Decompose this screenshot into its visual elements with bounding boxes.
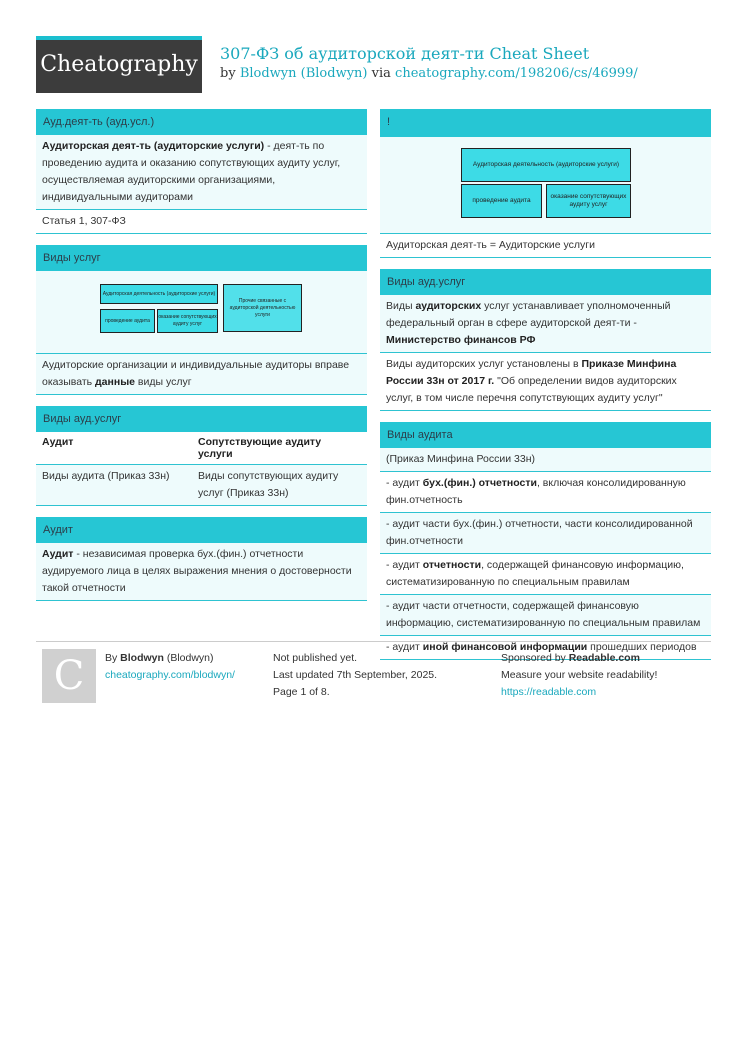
text-bold: иной финансовой информации xyxy=(422,641,588,653)
note-bold: данные xyxy=(95,376,136,388)
right-column xyxy=(380,109,711,671)
section-heading: ! xyxy=(380,109,711,137)
list-item: - аудит части отчетности, содержащей финансовую информацию, систематизированную по специальным правилам xyxy=(380,595,711,636)
section-vidy-uslug xyxy=(36,245,367,395)
list-item: (Приказ Минфина России 33н) xyxy=(380,448,711,472)
author-handle: (Blodwyn) xyxy=(163,652,214,664)
footer-sponsor xyxy=(501,650,657,701)
avatar-letter: C xyxy=(53,653,85,699)
section-heading: Виды услуг xyxy=(36,245,367,271)
sponsor-line xyxy=(501,650,657,667)
text: - аудит xyxy=(386,559,423,571)
author-link[interactable]: Blodwyn (Blodwyn) xyxy=(239,66,368,81)
diagram-box-related: оказание сопутствующих аудиту услуг xyxy=(157,309,218,333)
footer-divider xyxy=(36,641,711,642)
text: , включая консолидированную фин.отчетность xyxy=(386,477,686,506)
diagram-box-top: Аудиторская деятельность (аудиторские услуги) xyxy=(100,284,218,304)
left-column xyxy=(36,109,367,612)
table-header xyxy=(36,432,367,465)
list-item xyxy=(380,353,711,411)
list-item xyxy=(380,472,711,513)
sponsor-tagline: Measure your website readability! xyxy=(501,669,658,681)
text-bold: отчетности xyxy=(422,559,482,571)
text: Виды аудиторских услуг установлены в xyxy=(386,358,582,370)
section-heading: Виды ауд.услуг xyxy=(380,269,711,295)
column-header: Сопутствующие аудиту услуги xyxy=(198,436,322,460)
sponsor-name: Readable.com xyxy=(568,652,640,664)
section-vidy-audita xyxy=(380,422,711,660)
diagram-box-audit: проведение аудита xyxy=(461,184,542,218)
term-bold: Аудит xyxy=(42,548,74,560)
by-label: by xyxy=(220,66,236,81)
sponsor-label: Sponsored by xyxy=(501,652,569,664)
text-bold: бух.(фин.) отчетности xyxy=(422,477,537,489)
cheatography-logo[interactable] xyxy=(36,36,202,93)
table-row xyxy=(36,465,367,506)
by-label: By xyxy=(105,652,121,664)
page-title[interactable]: 307-ФЗ об аудиторской деят-ти Cheat Sheet xyxy=(220,44,590,63)
section-exclamation xyxy=(380,109,711,258)
diagram-image xyxy=(380,137,711,234)
note-text: Аудиторские организации и индивидуальные аудиторы вправе оказывать xyxy=(42,359,350,388)
author-name: Blodwyn xyxy=(120,652,164,664)
note-text-end: виды услуг xyxy=(135,376,192,388)
section-vidy-aud-uslug-right xyxy=(380,269,711,411)
publish-status: Not published yet. xyxy=(273,652,358,664)
via-label: via xyxy=(371,66,391,81)
sheet-url-link[interactable]: cheatography.com/198206/cs/46999/ xyxy=(395,66,638,81)
footer-status xyxy=(273,650,437,701)
definition-row xyxy=(36,135,367,210)
equality-row: Аудиторская деят-ть = Аудиторские услуги xyxy=(380,234,711,258)
logo-text: Cheatography xyxy=(40,52,198,77)
section-heading: Виды аудита xyxy=(380,422,711,448)
column-header: Аудит xyxy=(42,436,74,448)
text: услуг устанавливает уполномоченный федеральный орган в сфере аудиторской деят-ти - xyxy=(386,300,671,329)
last-updated: Last updated 7th September, 2025. xyxy=(273,669,438,681)
diagram-box-audit: проведение аудита xyxy=(100,309,155,333)
text-bold: Приказе Минфина России 33н от 2017 г. xyxy=(386,358,677,387)
diagram-box-top: Аудиторская деятельность (аудиторские услуги) xyxy=(461,148,631,182)
text: Виды xyxy=(386,300,416,312)
byline xyxy=(220,66,638,81)
text: прошедших периодов xyxy=(587,641,697,653)
table-cell: Виды сопутствующих аудиту услуг (Приказ 33н) xyxy=(198,470,339,499)
page-number: Page 1 of 8. xyxy=(273,686,330,698)
list-item xyxy=(380,554,711,595)
text: "Об определении видов аудиторских услуг, в том числе перечня сопутствующих аудиту услуг" xyxy=(386,375,677,404)
note-row xyxy=(36,354,367,395)
text: - аудит xyxy=(386,641,423,653)
footer-author-line xyxy=(105,650,235,667)
diagram-box-related: оказание сопутствующих аудиту услуг xyxy=(546,184,631,218)
section-vidy-aud-uslug xyxy=(36,406,367,506)
text: - аудит xyxy=(386,477,423,489)
sponsor-link[interactable]: https://readable.com xyxy=(501,686,597,698)
definition-text: - деят-ть по проведению аудита и оказанию сопутствующих аудиту услуг, осуществляемая аудиторскими организациями, индивидуальными аудиторами xyxy=(42,140,341,203)
text-bold: Министерство финансов РФ xyxy=(386,334,536,346)
diagram-image xyxy=(36,271,367,354)
list-item xyxy=(380,295,711,353)
avatar[interactable] xyxy=(42,649,96,703)
definition-row xyxy=(36,543,367,601)
table-cell: Виды аудита (Приказ 33н) xyxy=(42,470,170,482)
text: , содержащей финансовую информацию, систематизированную по специальным правилам xyxy=(386,559,684,588)
term-bold: Аудиторская деят-ть (аудиторские услуги) xyxy=(42,140,265,152)
section-heading: Аудит xyxy=(36,517,367,543)
section-audit xyxy=(36,517,367,601)
section-heading: Ауд.деят-ть (ауд.усл.) xyxy=(36,109,367,135)
footer-author xyxy=(105,650,235,684)
section-aud-deyat xyxy=(36,109,367,234)
section-heading: Виды ауд.услуг xyxy=(36,406,367,432)
list-item: - аудит части бух.(фин.) отчетности, части консолидированной фин.отчетности xyxy=(380,513,711,554)
text-bold: аудиторских xyxy=(415,300,482,312)
logo-accent-bar xyxy=(36,36,202,40)
diagram-box-other: Прочие связанные с аудиторской деятельностью услуги xyxy=(223,284,302,332)
definition-text: - независимая проверка бух.(фин.) отчетности аудируемого лица в целях выражения мнения о достоверности такой отчетности xyxy=(42,548,352,594)
author-profile-link[interactable]: cheatography.com/blodwyn/ xyxy=(105,669,235,681)
source-row: Статья 1, 307-ФЗ xyxy=(36,210,367,234)
